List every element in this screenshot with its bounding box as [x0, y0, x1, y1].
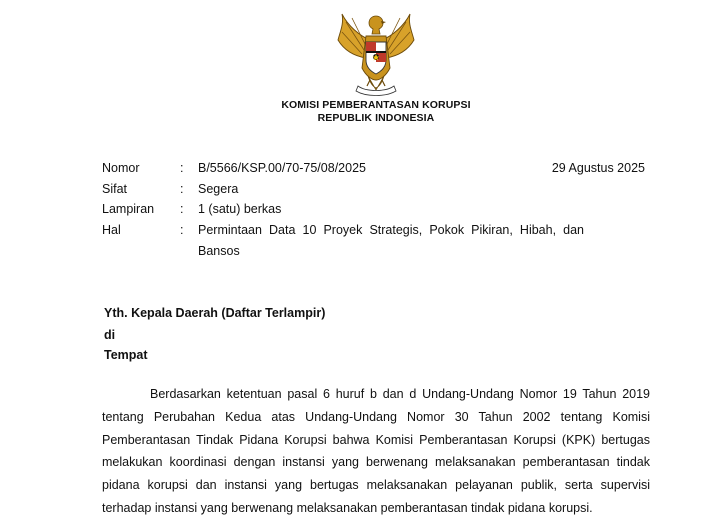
meta-row-nomor — [102, 158, 622, 178]
meta-row-sifat — [102, 179, 622, 199]
org-name-line2: REPUBLIK INDONESIA — [317, 112, 435, 124]
recipient-line: Yth. Kepala Daerah (Daftar Terlampir) — [104, 306, 326, 320]
hal-label: Hal — [102, 223, 121, 237]
lampiran-value: 1 (satu) berkas — [198, 202, 282, 216]
colon: : — [180, 202, 184, 216]
organization-name — [280, 99, 472, 125]
hal-value-line2: Bansos — [198, 244, 240, 258]
letter-body — [102, 383, 650, 520]
sifat-value: Segera — [198, 182, 239, 196]
colon: : — [180, 182, 184, 196]
nomor-value: B/5566/KSP.00/70-75/08/2025 — [198, 161, 366, 175]
recipient-place: Tempat — [104, 348, 148, 362]
recipient-di: di — [104, 328, 116, 342]
meta-row-hal-cont — [102, 241, 622, 261]
nomor-label: Nomor — [102, 161, 140, 175]
letter-meta — [102, 158, 622, 268]
colon: : — [180, 161, 184, 175]
org-name-line1: KOMISI PEMBERANTASAN KORUPSI — [281, 99, 471, 111]
hal-value-line1: Permintaan Data 10 Proyek Strategis, Pokok Pikiran, Hibah, dan — [198, 223, 584, 237]
colon: : — [180, 223, 184, 237]
letter-date: 29 Agustus 2025 — [551, 161, 645, 175]
meta-row-lampiran — [102, 199, 622, 219]
sifat-label: Sifat — [102, 182, 128, 196]
garuda-emblem-icon — [336, 10, 416, 102]
body-paragraph: Berdasarkan ketentuan pasal 6 huruf b dan d Undang-Undang Nomor 19 Tahun 2019 tentang Perubahan Kedua atas Undang-Undang Nomor 30 Tahun 2002 tentang Komisi Pemberantasan Tindak Pidana Korupsi bahwa Komisi Pemberantasan Korupsi (KPK) bertugas melakukan koordinasi dengan instansi yang berwenang melaksanakan pemberantasan tindak pidana korupsi dan instansi yang bertugas melaksanakan pelayanan publik, serta supervisi terhadap instansi yang berwenang melaksanakan pemberantasan tindak pidana korupsi. — [102, 387, 650, 515]
meta-row-hal — [102, 220, 622, 240]
lampiran-label: Lampiran — [102, 202, 155, 216]
